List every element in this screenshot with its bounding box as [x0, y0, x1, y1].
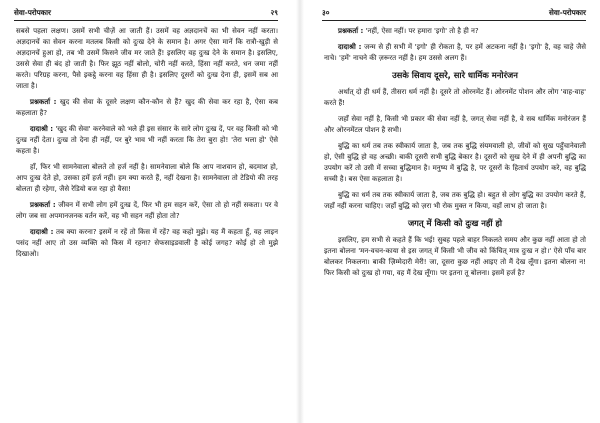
- paragraph: हाँ, फिर भी सामनेवाला बोलते तो हर्ज नहीं है। सामनेवाला बोले कि आप नाशवान हो, बदमाश हो, आप दुःख देते हो, उसका हमें हर्ज नहीं। हम क्या करते हैं, नहीं देखना है। सामनेवाला तो टेडियो की तरह बोलता ही रहेगा, जैसे रेडियो बज रहा हो वैसा!: [16, 163, 278, 193]
- left-page-title: सेवा-परोपकार: [14, 8, 51, 17]
- qa-paragraph: [324, 26, 586, 37]
- paragraph: अर्थात् दो ही धर्म हैं, तीसरा धर्म नहीं है। दूसरे तो ओरनमेंट हैं। ओरनमेंट पोशन और लोग 'वाह-वाह' करते हैं!: [324, 88, 586, 107]
- paragraph-text: जन्म से ही सभी में 'इगो' ही रोकता है, पर हमें अटकना नहीं है। 'इगो' है, वह चाहे जैसे नाचे। 'हमें' नाचने की ज़रूरत नहीं है। हम उससे अलग हैं।: [324, 43, 586, 62]
- right-page-number: ३०: [322, 8, 330, 17]
- section-heading: जगत् में किसी को दुःख नहीं हो: [407, 218, 503, 228]
- left-page-body: [16, 26, 278, 265]
- paragraph: जहाँ सेवा नहीं है, किसी भी प्रकार की सेवा नहीं है, जगत् सेवा नहीं है, वे सब धार्मिक मनोरंजन हैं और ओरनमेंटल पोशन है सभी।: [324, 115, 586, 134]
- speaker-label: दादाश्री :: [30, 228, 54, 236]
- speaker-label: प्रश्नकर्ता :: [30, 201, 56, 209]
- qa-paragraph: [16, 124, 278, 157]
- speaker-label: प्रश्नकर्ता :: [30, 98, 57, 106]
- speaker-label: दादाश्री :: [338, 43, 362, 51]
- paragraph: बुद्धि का धर्म तब तक स्वीकार्य जाता है, जब तक बुद्धि संयमवाली हो, जीवों को सुख पहुँचानेवाली हो, ऐसी बुद्धि हो वह अच्छी। बाकी दूसरी सभी बुद्धि बेकार है। दूसरों को सुख देने में ही अपनी बुद्धि का उपयोग करें तो उसी में सच्चा बुद्धिमान है। मनुष्य में बुद्धि है, पर दूसरों के हितार्थ उपयोग करे, वह बुद्धि सच्ची है। बस ऐसा कहलाता है।: [324, 142, 586, 183]
- paragraph-text: जीवन में सभी लोग हमें दुःख दें, फिर भी हम सहन करें, ऐसा तो हो नहीं सकता। पर वे लोग जब सा अपमानजनक वर्तन करें, वह भी सहन नहीं होता तो?: [16, 201, 278, 220]
- paragraph-text: 'नहीं, ऐसा नहीं। पर हमारा 'इगो' तो है ही न?: [365, 27, 479, 35]
- paragraph-text: तब क्या करना? इसमें न रहें तो किस में रहें? वह कहो मुझे। यह मैं कहता हूँ, वह लाइन पसंद नहीं आए तो उस व्यक्ति को किस में रहना? सेफसाइडवाली है कोई जगह? कोई हो तो मुझे दिखाओ।: [16, 228, 278, 258]
- paragraph: सबसे पहला लक्षण। उसमें सभी चीज़ें आ जाती हैं। उसमें वह अज्ञदानचें का भी सेवन नहीं करता। अज्ञदानचें का सेवन करना मतलब किसी को दुःख देने के समान है। अगर ऐसा मानें कि रात्रौ-खुड़ी से अज्ञदानचें हुआ हो, तब भी उसमें किसने जीव मर जाते हैं! इसलिए वह दुःख देने के समान है। इसलिए, उससे सेवा ही बंद हो जाती है। फिर झूठ नहीं बोलो, चोरी नहीं करते, हिंसा नहीं करते, धन जमा नहीं करते। परिग्रह करना, पैसे इकट्ठे करना वह हिंसा ही है। इसलिए दूसरों को दुःख देना ही, इसमें सब आ जाता है।: [16, 27, 278, 90]
- paragraph: इसलिए, हम सभी से कहते हैं कि भई! सुबह पहले बाहर निकलते समय और कुछ नहीं आता हो तो इतना बोलना 'मन-वचन-काया से इस जगत् में किसी भी जीव को किंचित् मात्र दुःख न हो।' ऐसे पाँच बार बोलकर निकलना। बाकी ज़िम्मेदारी मेरी! जा, दूसरा कुछ नहीं आइए तो मैं देख लूँगा। इतना बोलना न! फिर किसी को दुःख हो गया, वह मैं देख लूँगा। पर इतना तू बोलना। इसमें हर्ज है?: [324, 236, 586, 277]
- speaker-label: प्रश्नकर्ता :: [338, 27, 364, 35]
- left-page-header: [14, 8, 278, 21]
- right-page: [308, 0, 600, 423]
- qa-paragraph: [16, 227, 278, 260]
- paragraph-text: खुद की सेवा के दूसरे लक्षण कौन-कौन से हैं? खुद की सेवा कर रहा है, ऐसा कब कहलाता है?: [16, 98, 278, 117]
- left-page: [0, 0, 292, 423]
- left-page-number: २९: [270, 8, 278, 17]
- speaker-label: दादाश्री :: [30, 125, 54, 133]
- book-gutter: [296, 0, 304, 423]
- right-page-body: [324, 26, 586, 284]
- qa-paragraph: [16, 200, 278, 222]
- right-page-header: [322, 8, 586, 21]
- paragraph: बुद्धि का धर्म तब तक स्वीकार्य जाता है, जब तक बुद्धि हो। बहुत से लोग बुद्धि का उपयोग करते हैं, जहाँ नहीं करना चाहिए। जहाँ बुद्धि को ज़रा भी रोक मुक्त न किया, वहाँ लाभ हो जाता है।: [324, 191, 586, 210]
- qa-paragraph: [324, 42, 586, 64]
- qa-paragraph: [16, 97, 278, 119]
- section-heading: उसके सिवाय दूसरे, सारे धार्मिक मनोरंजन: [392, 70, 518, 80]
- paragraph-text: 'खुद की सेवा' करनेवाले को भले ही इस संसार के सारे लोग दुःख दें, पर वह किसी को भी दुःख नहीं देता। दुःख तो देना ही नहीं, पर बुरे भाव भी नहीं करता कि तेरा बुरा हो! 'तेरा भला हो' ऐसे कहता है।: [16, 125, 278, 155]
- right-page-title: सेवा-परोपकार: [549, 8, 586, 17]
